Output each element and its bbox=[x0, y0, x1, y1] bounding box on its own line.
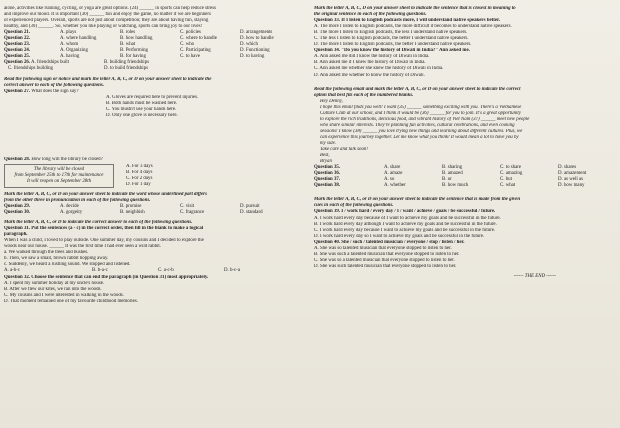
instruction-email: Read the following email and mark the letter A, B, C, or D on your answer sheet to indicate the correct bbox=[314, 86, 521, 92]
question-label: Question 38. bbox=[314, 183, 341, 189]
option-b[interactable]: B. roles bbox=[120, 30, 136, 36]
option-c[interactable]: C. amazing bbox=[500, 171, 523, 177]
q31-line: b. Then, we saw a small, brown rabbit hopping away. bbox=[4, 256, 109, 262]
option-b[interactable]: B. The more I listen to English podcasts, the less I understand native speakers. bbox=[314, 30, 468, 36]
option-a[interactable]: A. The more I listen to English podcasts, the more difficult it becomes to understand native speakers. bbox=[314, 24, 512, 30]
option-d[interactable]: D. The more I listen to English podcasts, the better I understand native speakers. bbox=[314, 42, 472, 48]
question-label: Question 36. bbox=[314, 171, 341, 177]
instruction-closest: the original sentence in each of the following questions. bbox=[314, 12, 427, 18]
sign-image bbox=[12, 97, 96, 155]
option-d[interactable]: D. Ann asked me whether to know the history of Diwali. bbox=[314, 72, 425, 78]
option-a[interactable]: A. whom bbox=[60, 42, 79, 48]
option-a[interactable]: A. friendships built bbox=[31, 60, 69, 66]
passage-line: alone, activities like running, cycling, or yoga are great options. (24) ______ in sports can help reduce stress bbox=[4, 6, 217, 11]
option-d[interactable]: D. Only one glove is necessary here. bbox=[106, 112, 178, 118]
option-b[interactable]: B. sharing bbox=[442, 165, 463, 171]
sign-area bbox=[4, 95, 306, 157]
email-line: sessions! I know (38) ______ you love trying new things and learning about different cultures. Plus, we bbox=[320, 128, 523, 134]
email-line: who share similar interests. They're planning fun activities, cultural celebrations, and even cooking bbox=[320, 122, 515, 128]
question-label: Question 28. bbox=[4, 156, 31, 162]
option-b[interactable]: B. amazed bbox=[442, 171, 463, 177]
option-a[interactable]: A. I spent my summer holiday at my uncle's house. bbox=[4, 280, 105, 286]
option-a[interactable]: A. plays bbox=[60, 30, 77, 36]
instruction-combine: Mark the letter A, B, C, or D on your answer sheet to indicate the sentence that is made from the given bbox=[314, 197, 521, 203]
question-33: Question 33. If I listen to English podcasts more, I will understand native speakers better. bbox=[314, 18, 500, 24]
q28-options bbox=[126, 163, 153, 188]
option-d[interactable]: D. how to handle bbox=[240, 36, 274, 42]
question-label: Question 37. bbox=[314, 177, 341, 183]
email-line: my side. bbox=[320, 140, 337, 146]
option-c[interactable]: C. where to handle bbox=[180, 36, 217, 42]
option-c[interactable]: C. a-c-b bbox=[158, 268, 174, 274]
option-d[interactable]: D. to having bbox=[240, 54, 265, 60]
email-line: I hope this email finds you well! I want (35) ______ something exciting with you. There's a Vietnamese bbox=[320, 104, 522, 110]
option-b[interactable]: B. how handling bbox=[120, 36, 153, 42]
option-b[interactable]: B. how much bbox=[442, 183, 469, 189]
option-a[interactable]: A. having bbox=[60, 54, 80, 60]
question-label: Question 29. bbox=[4, 203, 31, 209]
option-d[interactable]: D. how many bbox=[558, 183, 585, 189]
option-a[interactable]: A. whether bbox=[384, 183, 406, 189]
q31-line: When I was a child, I loved to play outside. One summer day, my cousins and I decided to explore the bbox=[4, 238, 204, 244]
question-label: Question 23. bbox=[4, 42, 31, 48]
right-column bbox=[314, 6, 616, 280]
option-c[interactable]: C. who bbox=[180, 42, 195, 48]
option-d[interactable]: D. I work hard every day so I want to achieve my goals and be successful in the future. bbox=[314, 233, 485, 239]
option-a[interactable]: A. For 3 days bbox=[126, 163, 153, 169]
instruction-closest: Mark the letter A, B, C, D on your answer sheet to indicate the sentence that is closest in meaning to bbox=[314, 6, 516, 11]
reading-passage bbox=[4, 6, 306, 30]
option-d[interactable]: D. to build friendships bbox=[104, 66, 149, 72]
option-b[interactable]: B. Ann asked me if I knew the history of Diwali in India. bbox=[314, 60, 426, 66]
option-b[interactable]: B. She was such a talented musician that everyone stopped to listen to her. bbox=[314, 251, 460, 257]
option-c[interactable]: C. policies bbox=[180, 30, 201, 36]
q31-line: woods near our house. ______ It was the first time I had ever seen a wild rabbit. bbox=[4, 244, 162, 250]
option-a[interactable]: A. Gloves are required here to prevent injuries. bbox=[106, 94, 199, 100]
option-a[interactable]: A. Ann asked me did I know the history of Diwali in India. bbox=[314, 54, 430, 60]
question-label: Question 21. bbox=[4, 30, 31, 36]
instruction-sign: correct answer to each of the following questions. bbox=[4, 82, 104, 88]
question-label: Question 22. bbox=[4, 36, 31, 42]
question-label: Question 25. bbox=[4, 54, 31, 60]
option-c[interactable]: C. to share bbox=[500, 165, 522, 171]
option-d[interactable]: D. For 1 day bbox=[126, 181, 151, 187]
question-30-row bbox=[4, 210, 306, 216]
option-d[interactable]: D. b-c-a bbox=[224, 268, 241, 274]
option-c[interactable]: C. I work hard every day because I want to achieve my goals and be successful in the future. bbox=[314, 227, 496, 233]
option-d[interactable]: D. which bbox=[240, 42, 258, 48]
question-text: What does the sign say? bbox=[31, 88, 79, 94]
library-notice bbox=[4, 164, 114, 188]
option-b[interactable]: B. building friendships bbox=[104, 60, 149, 66]
question-text: How long will the library be closed? bbox=[31, 156, 103, 162]
passage-line: healthy, and (30) ______. So, whether you like playing or watching, sports can bring joy to our lives! bbox=[4, 24, 203, 30]
option-b[interactable]: B. for having bbox=[120, 54, 146, 60]
option-c[interactable]: C. Ann asked me whether she knew the history of Diwali in India. bbox=[314, 66, 444, 72]
option-d[interactable]: D. as well as bbox=[558, 177, 583, 183]
the-end-marker: ------ THE END ------ bbox=[513, 273, 556, 279]
option-a[interactable]: A. gorgeity bbox=[60, 210, 83, 216]
option-d[interactable]: D. arrangements bbox=[240, 30, 273, 36]
question-label: Question 35. bbox=[314, 165, 341, 171]
notice-line: It will reopen on September 28th bbox=[26, 178, 92, 184]
option-c[interactable]: C. For 2 days bbox=[126, 175, 153, 181]
notice-line: The library will be closed bbox=[33, 166, 85, 172]
instruction-combine: cues in each of the following questions. bbox=[314, 203, 394, 209]
option-a[interactable]: A. amaze bbox=[384, 171, 403, 177]
option-d[interactable]: D. Functioning bbox=[240, 48, 270, 54]
question-label: Question 30. bbox=[4, 210, 31, 216]
q31-options bbox=[4, 268, 306, 274]
question-label: Question 24. bbox=[4, 48, 31, 54]
instruction-sign: Read the following sign or notice and mark the letter A, B, C, or D on your answer sheet to indicate the bbox=[4, 76, 212, 82]
option-d[interactable]: D. amazement bbox=[558, 171, 587, 177]
email-line: Take care and talk soon! bbox=[320, 147, 368, 153]
question-31-intro: paragraph. bbox=[4, 232, 28, 238]
question-26 bbox=[4, 60, 306, 72]
option-d[interactable]: D. shares bbox=[558, 165, 577, 171]
option-a[interactable]: A. decide bbox=[60, 203, 79, 209]
instruction-pronunciation: from the other three in pronunciation in each of the following questions. bbox=[4, 197, 151, 203]
instruction-pronunciation: Mark the letter A, B, C, or D on your answer sheet to indicate the word whose underlined part differs bbox=[4, 191, 207, 197]
question-40: Question 40. She / such / talented musician / everyone / stop / listen / her. bbox=[314, 239, 465, 245]
passage-line: and improve our mood. It is important (30) ______ fun and enjoy the game, no matter if we are beginners bbox=[4, 12, 211, 18]
option-a[interactable]: A. She was so talented musician that everyone stopped to listen to her. bbox=[314, 245, 452, 251]
option-d[interactable]: D. She was such talented musician that everyone stopped to listen to her. bbox=[314, 263, 457, 269]
email-line: can experience this journey together. Let me know what you think! It would mean a lot to have you by bbox=[320, 134, 519, 140]
option-d[interactable]: D. standard bbox=[240, 210, 263, 216]
question-label: Question 27. bbox=[4, 88, 31, 94]
option-c[interactable]: C. Participating bbox=[180, 48, 211, 54]
option-b[interactable]: B. Both hands must be washed here. bbox=[106, 100, 178, 106]
option-c[interactable]: C. fragrance bbox=[180, 210, 205, 216]
question-31-intro: Question 31. Put the sentences (a - c) in the correct order, then fill in the blank to make a logical bbox=[4, 226, 204, 232]
option-c[interactable]: C. what bbox=[500, 183, 516, 189]
email-line: Bryan bbox=[320, 159, 332, 165]
option-b[interactable]: B. or bbox=[442, 177, 452, 183]
question-32-intro: Question 32. Choose the sentence that can end the paragraph (in Question 31) most appropriately. bbox=[4, 274, 209, 280]
option-b[interactable]: B. I work hard every day although I want to achieve my goals and be successful in the future. bbox=[314, 221, 497, 227]
option-b[interactable]: B. For 4 days bbox=[126, 169, 153, 175]
option-c[interactable]: C. but bbox=[500, 177, 512, 183]
email-line: Best, bbox=[320, 153, 330, 159]
option-d[interactable]: D. pursuit bbox=[240, 203, 260, 209]
option-a[interactable]: A. Organizing bbox=[60, 48, 88, 54]
question-38-row bbox=[314, 183, 616, 189]
option-a[interactable]: A. I work hard every day because of I want to achieve my goals and be successful in the future. bbox=[314, 215, 501, 221]
option-c[interactable]: C. friendships building bbox=[8, 66, 53, 72]
question-34: Question 34. "Do you know the history of Diwali in India?" Ann asked me. bbox=[314, 48, 470, 54]
q27-options bbox=[106, 95, 198, 119]
email-line: to explore the rich traditions, delicious food, and vibrant history of Viet Nam (37) ______ meet new people bbox=[320, 116, 530, 122]
instruction-email: option that best fits each of the numbered blanks. bbox=[314, 92, 414, 98]
email-body bbox=[314, 99, 616, 166]
email-line: Hey Denny, bbox=[320, 98, 343, 104]
option-c[interactable]: C. My cousins and I were interested in walking in the woods. bbox=[4, 292, 124, 298]
option-b[interactable]: B. Performing bbox=[120, 48, 148, 54]
option-c[interactable]: C. to have bbox=[180, 54, 200, 60]
instruction-order: Mark the letter A, B, C, or D to indicate the correct answer to each of the following questions. bbox=[4, 220, 193, 226]
option-c[interactable]: C. You mustn't use your hands here. bbox=[106, 106, 177, 112]
option-c[interactable]: C. She was so a talented musician that everyone stopped to listen to her. bbox=[314, 257, 455, 263]
question-39: Question 39. I / work hard / every day / I / want / achieve / goals / be successful / future. bbox=[314, 209, 496, 215]
option-b[interactable]: B. b-a-c bbox=[92, 268, 108, 274]
option-c[interactable]: C. The less I listen to English podcasts, the better I understand native speakers. bbox=[314, 36, 469, 42]
option-a[interactable]: A. share bbox=[384, 165, 401, 171]
option-b[interactable]: B. what bbox=[120, 42, 136, 48]
option-c[interactable]: C. visit bbox=[180, 203, 195, 209]
option-b[interactable]: B. neighbish bbox=[120, 210, 145, 216]
option-b[interactable]: B. promise bbox=[120, 203, 142, 209]
notice-line: from September 25th to 17th for maintenance bbox=[14, 172, 104, 178]
option-b[interactable]: B. After we flew our kites, we ran into the woods. bbox=[4, 286, 102, 292]
option-a[interactable]: A. where handling bbox=[60, 36, 97, 42]
notice-area bbox=[4, 163, 306, 188]
left-column bbox=[4, 6, 306, 305]
option-a[interactable]: A. so bbox=[384, 177, 395, 183]
option-a[interactable]: A. a-b-c bbox=[4, 268, 21, 274]
q31-line: a. We walked through the trees and bushes. bbox=[4, 250, 89, 256]
q31-line: c. Suddenly, we heard a rustling sound. We stopped and listened. bbox=[4, 262, 131, 268]
question-label: Question 26. bbox=[4, 60, 31, 66]
option-d[interactable]: D. That moment remained one of my favourite childhood memories. bbox=[4, 298, 138, 304]
email-line: Culture Club at our school, and I think it would be (36) ______ for you to join. It's a great opportunity bbox=[320, 110, 521, 116]
passage-line: or experienced players. Overall, sports are not just about competition; they are about having fun, staying bbox=[4, 18, 209, 24]
